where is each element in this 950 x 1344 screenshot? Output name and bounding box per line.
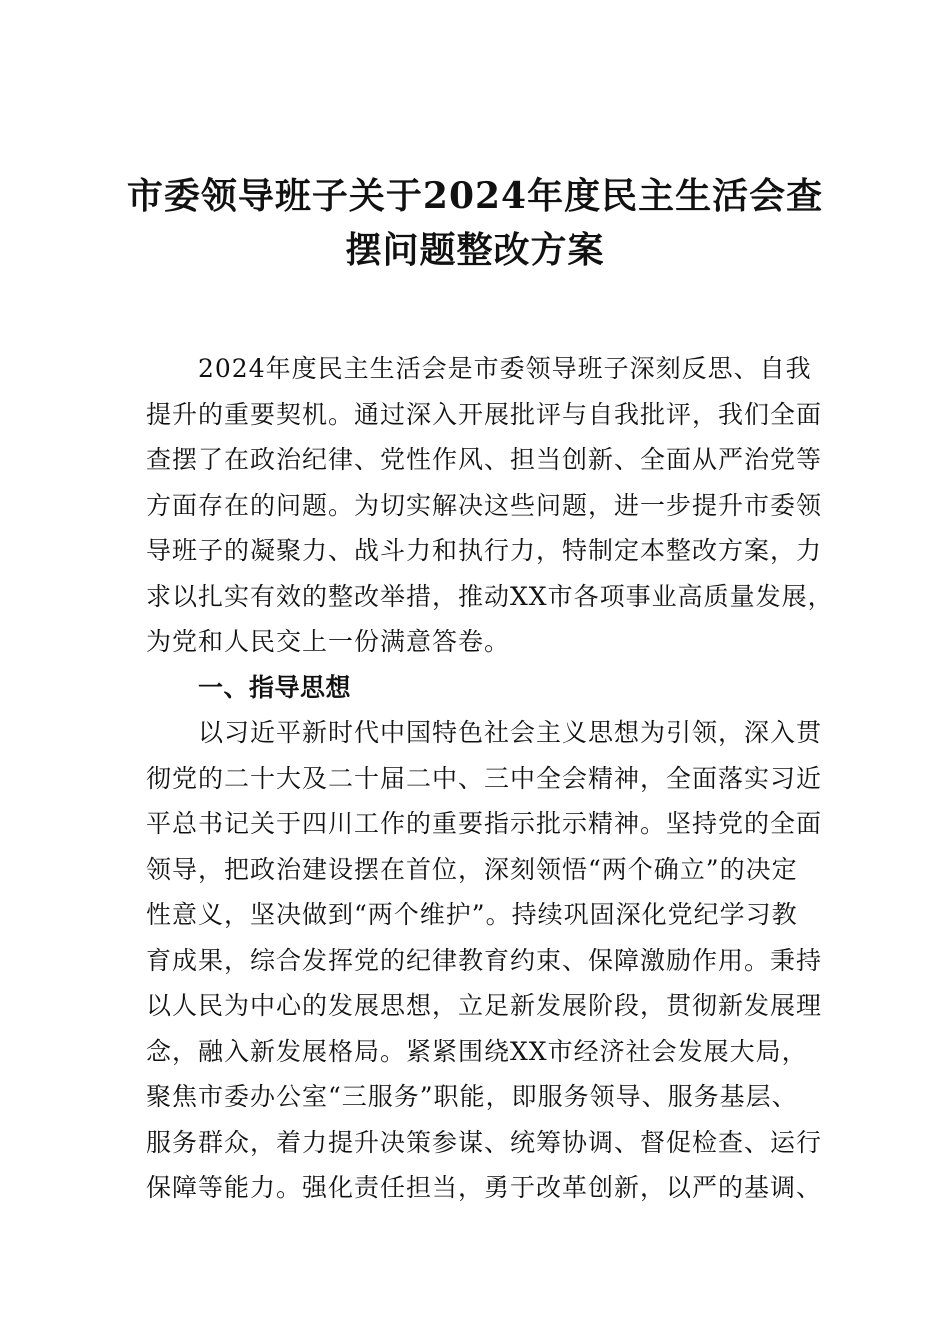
- paragraph-line: 以人民为中心的发展思想，立足新发展阶段，贯彻新发展理: [146, 991, 823, 1020]
- paragraph-line: 领导，把政治建设摆在首位，深刻领悟“两个确立”的决定: [146, 854, 798, 884]
- paragraph-line: 聚焦市委办公室“三服务”职能，即服务领导、服务基层、: [146, 1082, 798, 1111]
- paragraph-line: 彻党的二十大及二十届二中、三中全会精神，全面落实习近: [146, 763, 823, 793]
- paragraph-line: 平总书记关于四川工作的重要指示批示精神。坚持党的全面: [146, 809, 823, 838]
- paragraph-line: 2024年度民主生活会是市委领导班子深刻反思、自我: [198, 354, 812, 383]
- paragraph-line: 以习近平新时代中国特色社会主义思想为引领，深入贯: [198, 718, 823, 747]
- paragraph-line: 方面存在的问题。为切实解决这些问题，进一步提升市委领: [146, 490, 823, 520]
- document-title-line-1: 市委领导班子关于2024年度民主生活会查: [126, 175, 824, 217]
- document-title-line-2: 摆问题整改方案: [345, 229, 605, 271]
- document-body: [146, 346, 834, 1211]
- paragraph-line: 服务群众，着力提升决策参谋、统筹协调、督促检查、运行: [146, 1127, 823, 1157]
- paragraph-line: 保障等能力。强化责任担当，勇于改革创新，以严的基调、: [146, 1173, 823, 1202]
- paragraph-line: 导班子的凝聚力、战斗力和执行力，特制定本整改方案，力: [146, 536, 823, 565]
- paragraph-line: 念，融入新发展格局。紧紧围绕XX市经济社会发展大局，: [146, 1036, 808, 1066]
- section-heading: 一、指导思想: [198, 672, 352, 702]
- paragraph-line: 查摆了在政治纪律、党性作风、担当创新、全面从严治党等: [146, 445, 823, 474]
- paragraph-line: 提升的重要契机。通过深入开展批评与自我批评，我们全面: [146, 399, 823, 429]
- paragraph-line: 求以扎实有效的整改举措，推动XX市各项事业高质量发展，: [146, 581, 834, 611]
- paragraph-line: 育成果，综合发挥党的纪律教育约束、保障激励作用。秉持: [146, 945, 823, 975]
- paragraph-line: 为党和人民交上一份满意答卷。: [146, 627, 511, 656]
- paragraph-line: 性意义，坚决做到“两个维护”。持续巩固深化党纪学习教: [146, 900, 798, 929]
